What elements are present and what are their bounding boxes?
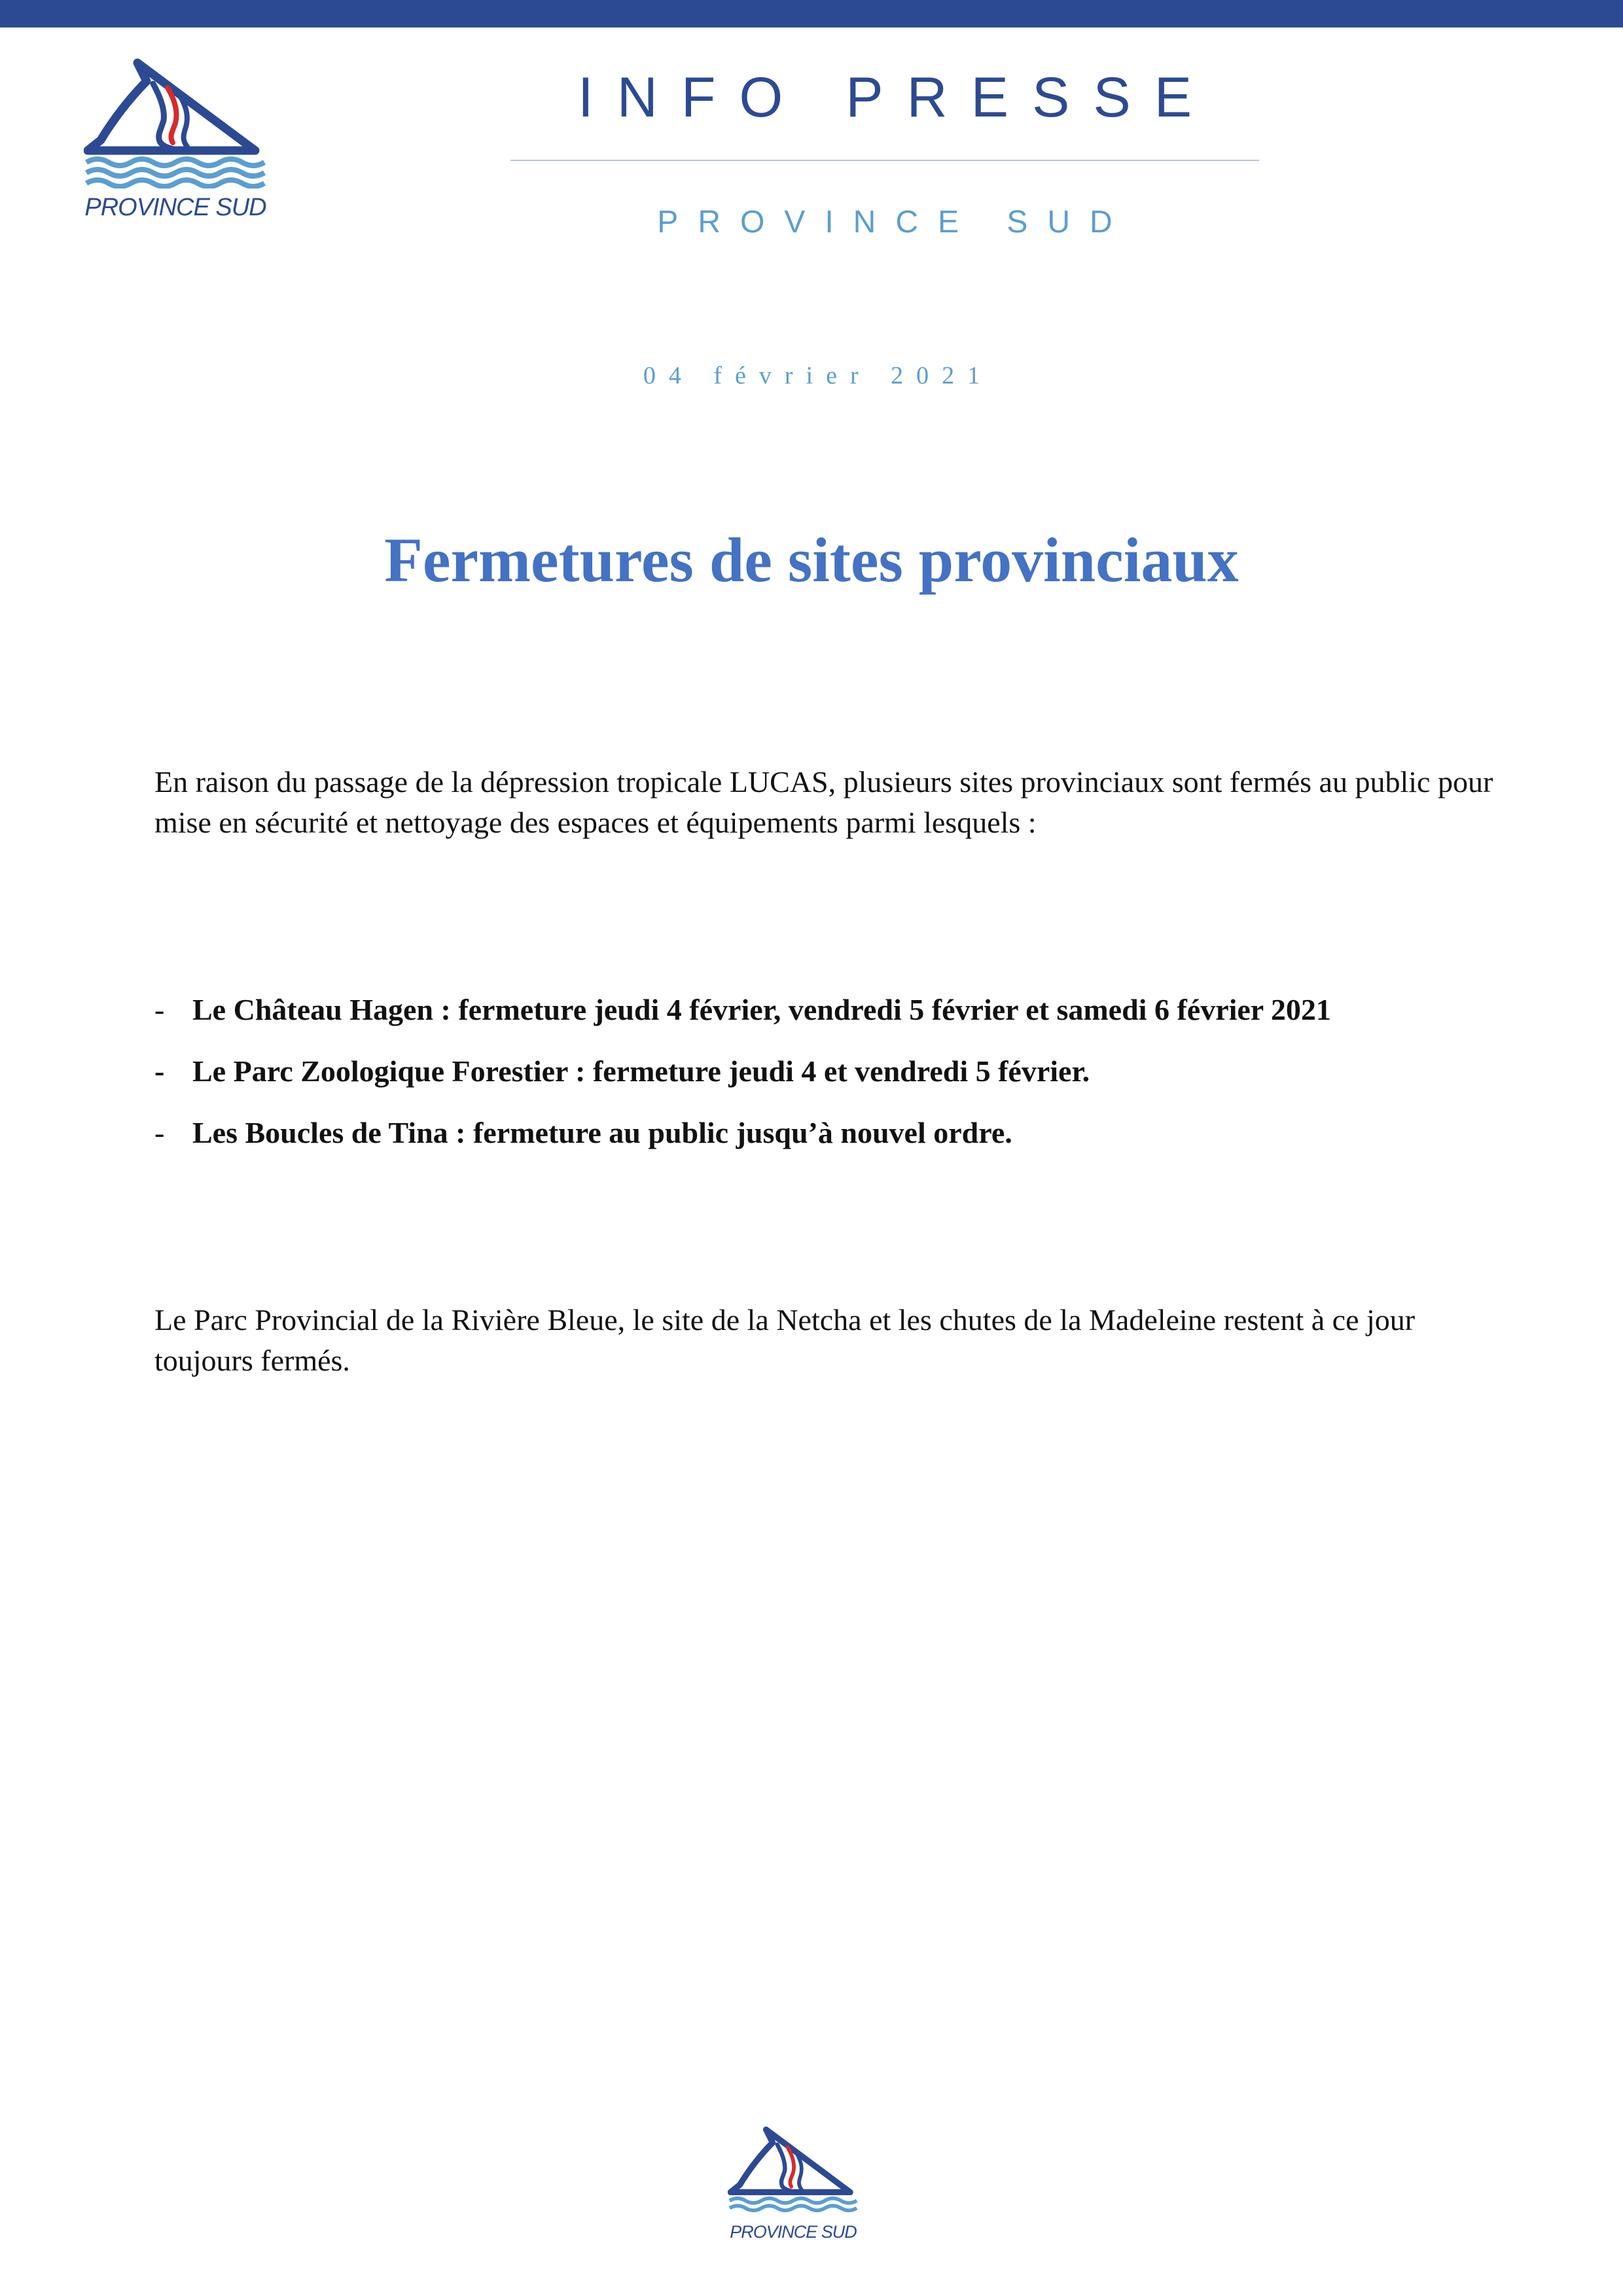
closures-list [154, 990, 1529, 1174]
closing-paragraph: Le Parc Provincial de la Rivière Bleue, le site de la Netcha et les chutes de la Madeleine restent à ce jour toujours fermés. [154, 1303, 1416, 1377]
list-item-text: Le Château Hagen : fermeture jeudi 4 février, vendredi 5 février et samedi 6 février 2021 [192, 993, 1331, 1026]
list-bullet: - [154, 993, 165, 1026]
top-bar [0, 0, 1623, 27]
page-title: Fermetures de sites provinciaux [384, 525, 1239, 595]
list-item [154, 1113, 1529, 1153]
province-sud-logo [84, 58, 267, 234]
footer-logo [728, 2126, 859, 2250]
masthead-title: INFO PRESSE [577, 66, 1216, 129]
list-item [154, 990, 1529, 1030]
province-sud-emblem-icon [84, 58, 267, 188]
list-item-text: Le Parc Zoologique Forestier : fermeture jeudi 4 et vendredi 5 février. [192, 1054, 1090, 1088]
list-bullet: - [154, 1054, 165, 1088]
logo-label: PROVINCE SUD [84, 194, 266, 221]
intro-paragraph: En raison du passage de la dépression tropicale LUCAS, plusieurs sites provinciaux sont fermés au public pour mise en sécurité et nettoyage des espaces et équipements parmi lesquels : [154, 765, 1493, 839]
province-sud-emblem-icon [728, 2126, 859, 2219]
masthead-subtitle: PROVINCE SUD [657, 205, 1132, 240]
list-bullet: - [154, 1116, 165, 1149]
list-item-text: Les Boucles de Tina : fermeture au public jusqu’à nouvel ordre. [192, 1116, 1012, 1149]
footer-logo-label: PROVINCE SUD [730, 2221, 857, 2242]
release-date: 04 février 2021 [643, 362, 993, 389]
masthead-divider [510, 160, 1259, 161]
list-item [154, 1051, 1529, 1092]
